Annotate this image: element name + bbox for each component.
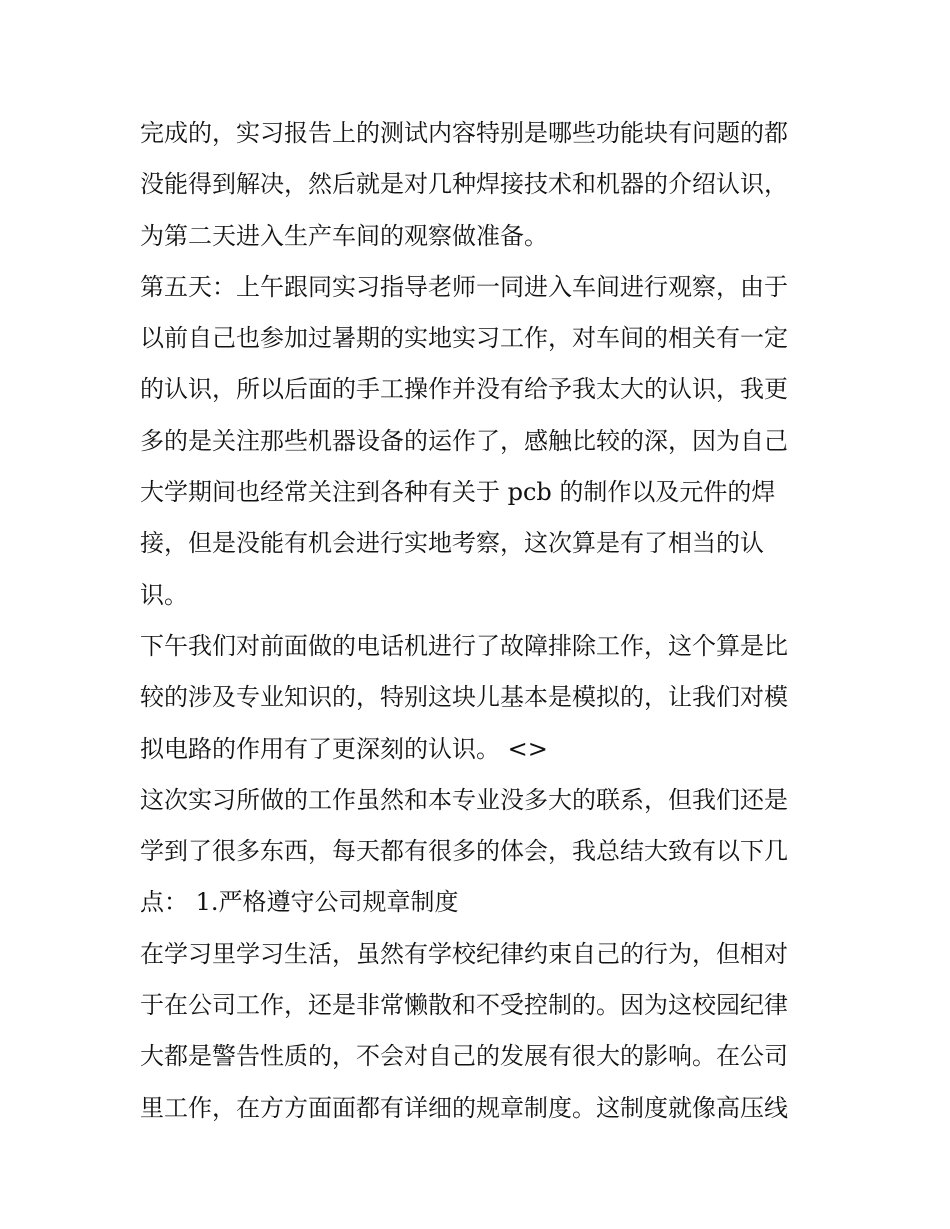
text-line: 里工作，在方方面面都有详细的规章制度。这制度就像高压线 xyxy=(140,1093,788,1122)
paragraph xyxy=(140,108,812,262)
text-line: 这次实习所做的工作虽然和本专业没多大的联系，但我们还是 xyxy=(140,785,788,814)
text-line: 没能得到解决，然后就是对几种焊接技术和机器的介绍认识， xyxy=(140,170,788,199)
text-line: 多的是关注那些机器设备的运作了，感触比较的深，因为自己 xyxy=(140,426,788,455)
text-line: 为第二天进入生产车间的观察做准备。 xyxy=(140,221,548,250)
text-line: 接，但是没能有机会进行实地考察，这次算是有了相当的认 xyxy=(140,529,764,558)
document-body xyxy=(140,108,812,1134)
text-line: 大都是警告性质的，不会对自己的发展有很大的影响。在公司 xyxy=(140,1042,788,1071)
paragraph xyxy=(140,621,812,775)
text-line: 点： 1.严格遵守公司规章制度 xyxy=(140,888,459,917)
paragraph xyxy=(140,775,812,929)
text-line: 在学习里学习生活，虽然有学校纪律约束自己的行为，但相对 xyxy=(140,939,788,968)
text-line: 于在公司工作，还是非常懒散和不受控制的。因为这校园纪律 xyxy=(140,991,788,1020)
text-line: 拟电路的作用有了更深刻的认识。 <> xyxy=(140,734,548,763)
paragraph xyxy=(140,929,812,1134)
text-line: 完成的，实习报告上的测试内容特别是哪些功能块有问题的都 xyxy=(140,119,788,147)
text-line: 下午我们对前面做的电话机进行了故障排除工作，这个算是比 xyxy=(140,631,788,660)
text-line: 学到了很多东西，每天都有很多的体会，我总结大致有以下几 xyxy=(140,837,788,866)
text-line: 以前自己也参加过暑期的实地实习工作，对车间的相关有一定 xyxy=(140,324,788,353)
text-line: 较的涉及专业知识的，特别这块儿基本是模拟的，让我们对模 xyxy=(140,683,788,712)
text-line: 大学期间也经常关注到各种有关于 pcb 的制作以及元件的焊 xyxy=(140,478,776,507)
text-line: 的认识，所以后面的手工操作并没有给予我太大的认识，我更 xyxy=(140,375,788,404)
text-line: 第五天：上午跟同实习指导老师一同进入车间进行观察，由于 xyxy=(140,272,788,301)
text-line: 识。 xyxy=(140,580,188,609)
paragraph xyxy=(140,262,812,621)
